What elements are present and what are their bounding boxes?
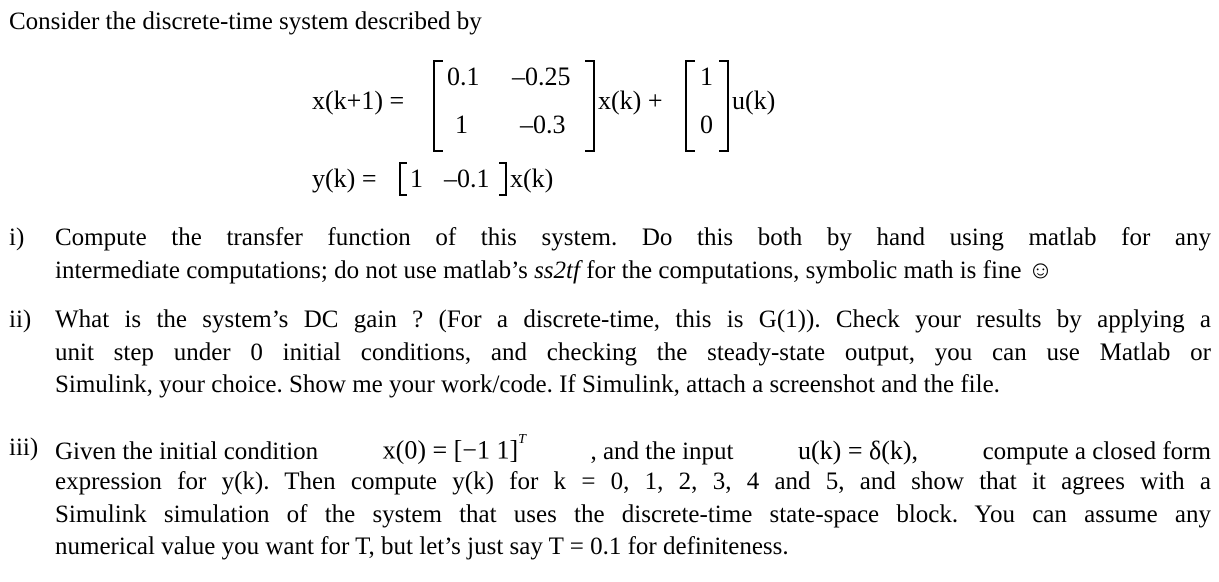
matrix-a-21: 1 (455, 110, 468, 139)
question-i-line-2 (55, 255, 1211, 288)
state-mid: x(k) + (598, 86, 663, 115)
question-iii-line-2: expression for y(k). Then compute y(k) for k = 0, 1, 2, 3, 4 and 5, and show that it agrees with a (55, 468, 1211, 495)
matrix-a-12: –0.25 (512, 62, 571, 91)
output-lhs: y(k) = (312, 164, 377, 193)
matrix-a-11: 0.1 (447, 62, 480, 91)
state-lhs: x(k+1) = (312, 86, 405, 115)
question-iii-line-1 (55, 430, 1211, 466)
matrix-c-right-bracket (498, 162, 508, 196)
intro-text: Consider the discrete-time system described by (9, 8, 482, 35)
matrix-a-right-bracket (584, 60, 596, 152)
matrix-b-2: 0 (700, 110, 713, 139)
question-i-line-1: Compute the transfer function of this system. Do this both by hand using matlab for any (55, 224, 1211, 251)
question-iii-line-3: Simulink simulation of the system that uses the discrete-time state-space block. You can assume any (55, 500, 1211, 528)
transpose-mark: T (518, 432, 526, 447)
output-tail: x(k) (510, 164, 554, 193)
question-i-text-end: for the computations, symbolic math is fine ☺ (579, 256, 1054, 284)
matrix-c-2: –0.1 (444, 164, 490, 193)
ss2tf-term: ss2tf (534, 256, 580, 284)
question-i-label: i) (9, 224, 25, 251)
question-ii-line-2: unit step under 0 initial conditions, and checking the steady-state output, you can use Matlab or (55, 338, 1211, 366)
question-ii-line-3: Simulink, your choice. Show me your work/code. If Simulink, attach a screenshot and the file. (55, 371, 1000, 398)
initial-condition-math (383, 430, 526, 467)
initial-condition-vector: x(0) = [−1 1] (382, 435, 519, 465)
question-iii-text-a: Given the initial condition (55, 437, 319, 465)
question-ii-line-1: What is the system’s DC gain ? (For a discrete-time, this is G(1)). Check your results by applying a (55, 306, 1211, 333)
input-impulse-math: u(k) = δ(k), (798, 435, 919, 465)
question-iii-line-4: numerical value you want for T, but let’s just say T = 0.1 for definiteness. (55, 533, 789, 560)
question-iii-text-c: compute a closed form (982, 437, 1211, 465)
state-tail: u(k) (732, 86, 776, 115)
matrix-c-left-bracket (398, 162, 408, 196)
question-iii-label: iii) (9, 434, 39, 461)
question-iii-text-b: , and the input (590, 437, 734, 465)
question-ii-label: ii) (9, 306, 32, 333)
matrix-c-1: 1 (410, 164, 423, 193)
matrix-b-left-bracket (684, 60, 696, 152)
matrix-b-1: 1 (700, 62, 713, 91)
matrix-b-right-bracket (718, 60, 730, 152)
matrix-a-22: –0.3 (520, 110, 566, 139)
matrix-a-left-bracket (432, 60, 444, 152)
question-i-text: intermediate computations; do not use matlab’s (55, 256, 535, 284)
